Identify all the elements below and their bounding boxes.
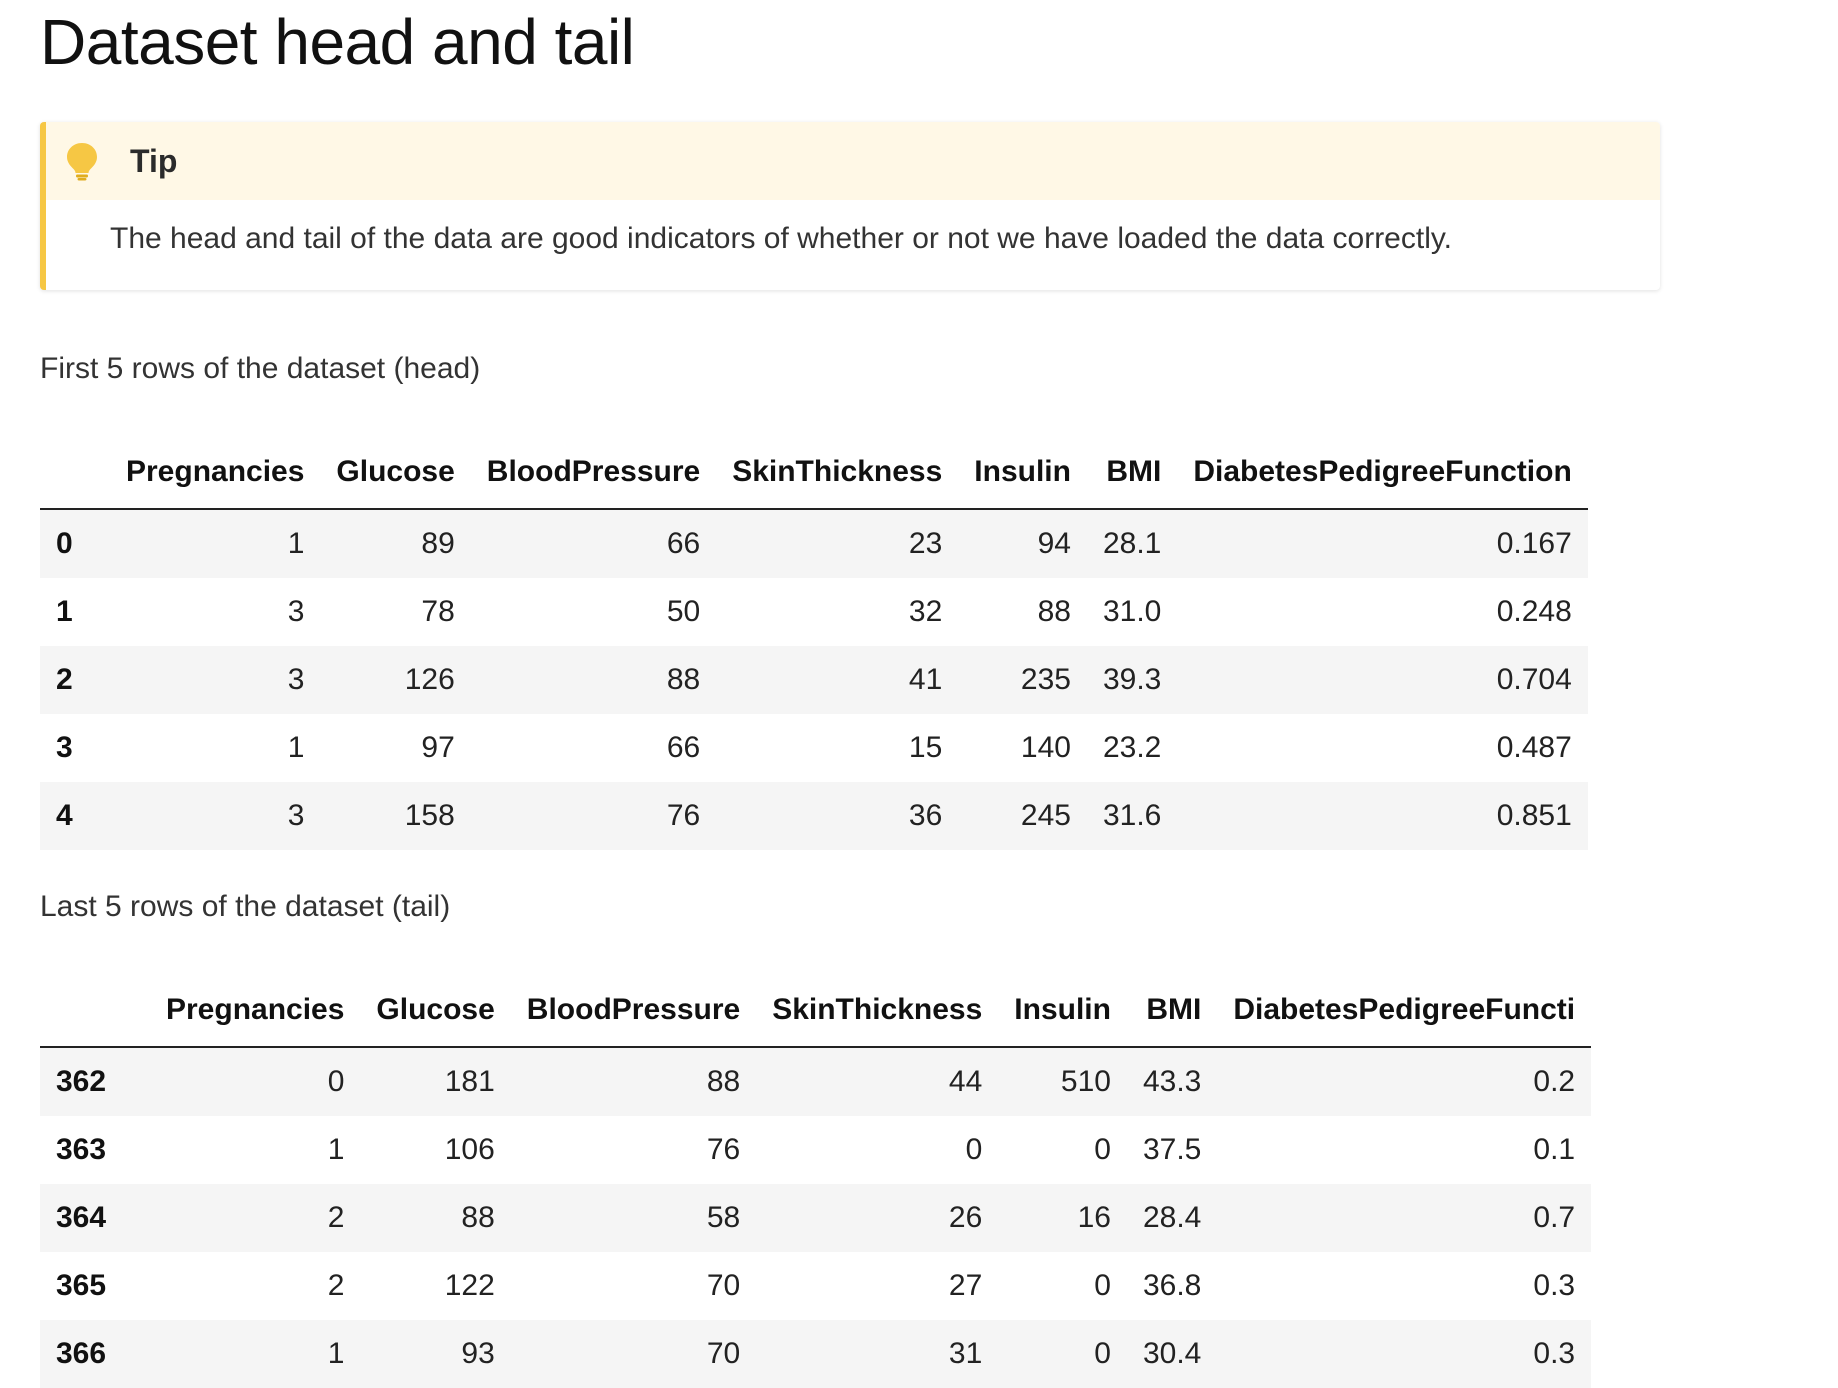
table-cell: 3 [287, 663, 305, 696]
table-cell: 76 [666, 799, 701, 832]
table-row [40, 782, 1588, 850]
table-cell: 23.2 [1102, 731, 1162, 764]
table-cell: 235 [1020, 663, 1071, 696]
table-cell: 0.248 [1496, 595, 1572, 628]
table-cell: 16 [1077, 1201, 1111, 1234]
table-cell: 39.3 [1102, 663, 1162, 696]
table-row [40, 1116, 1591, 1184]
table-cell: 78 [421, 595, 455, 628]
table-cell: 88 [706, 1065, 741, 1098]
tail-header-row [40, 974, 1591, 1047]
table-cell: 1 [327, 1133, 345, 1166]
page [40, 0, 1660, 1370]
column-header: BMI [1087, 436, 1177, 509]
column-header: Insulin [958, 436, 1087, 509]
table-cell: 30.4 [1142, 1337, 1202, 1370]
callout-title: Tip [130, 142, 178, 179]
table-cell: 31.6 [1102, 799, 1162, 832]
table-cell: 93 [461, 1337, 495, 1370]
table-cell: 0 [1094, 1337, 1111, 1370]
table-cell: 122 [444, 1269, 495, 1302]
lightbulb-icon [64, 141, 100, 181]
column-header: DiabetesPedigreeFuncti [1217, 974, 1591, 1047]
table-cell: 31.0 [1102, 595, 1162, 628]
head-table [40, 436, 1588, 850]
column-header: SkinThickness [716, 436, 958, 509]
row-index: 0 [56, 527, 73, 560]
tail-caption: Last 5 rows of the dataset (tail) [40, 890, 451, 923]
row-index: 366 [56, 1337, 107, 1370]
tip-callout [40, 122, 1660, 290]
index-header [40, 436, 110, 509]
column-header: DiabetesPedigreeFunction [1177, 436, 1587, 509]
table-cell: 32 [908, 595, 943, 628]
head-caption: First 5 rows of the dataset (head) [40, 352, 481, 385]
table-cell: 31 [948, 1337, 983, 1370]
table-cell: 2 [327, 1201, 345, 1234]
table-cell: 23 [908, 527, 943, 560]
table-cell: 28.1 [1102, 527, 1162, 560]
table-cell: 1 [327, 1337, 345, 1370]
table-cell: 0.851 [1496, 799, 1572, 832]
table-cell: 15 [908, 731, 943, 764]
table-cell: 88 [461, 1201, 495, 1234]
table-cell: 3 [287, 799, 305, 832]
table-cell: 0.167 [1496, 527, 1572, 560]
table-cell: 66 [666, 527, 701, 560]
column-header: Glucose [360, 974, 510, 1047]
row-index: 364 [56, 1201, 107, 1234]
table-cell: 44 [948, 1065, 983, 1098]
table-cell: 158 [404, 799, 455, 832]
table-cell: 181 [444, 1065, 495, 1098]
head-header-row [40, 436, 1588, 509]
index-header [40, 974, 150, 1047]
table-row [40, 509, 1588, 578]
row-index: 4 [56, 799, 73, 832]
row-index: 2 [56, 663, 73, 696]
row-index: 363 [56, 1133, 107, 1166]
row-index: 3 [56, 731, 73, 764]
column-header: Glucose [320, 436, 470, 509]
table-cell: 0.3 [1533, 1269, 1576, 1302]
table-cell: 36.8 [1142, 1269, 1202, 1302]
table-cell: 0.2 [1533, 1065, 1576, 1098]
callout-body: The head and tail of the data are good indicators of whether or not we have loaded the data correctly. [110, 222, 1452, 255]
column-header: BloodPressure [471, 436, 716, 509]
table-cell: 70 [706, 1269, 741, 1302]
table-cell: 0.1 [1533, 1133, 1576, 1166]
table-cell: 41 [908, 663, 943, 696]
column-header: Pregnancies [150, 974, 360, 1047]
table-row [40, 646, 1588, 714]
table-cell: 76 [706, 1133, 741, 1166]
table-cell: 36 [908, 799, 943, 832]
table-row [40, 1252, 1591, 1320]
table-cell: 58 [706, 1201, 741, 1234]
tail-table [40, 974, 1591, 1388]
page-title: Dataset head and tail [40, 6, 635, 78]
table-cell: 89 [421, 527, 455, 560]
table-cell: 0.7 [1533, 1201, 1576, 1234]
row-index: 1 [56, 595, 73, 628]
table-cell: 70 [706, 1337, 741, 1370]
table-cell: 94 [1037, 527, 1071, 560]
table-cell: 28.4 [1142, 1201, 1202, 1234]
column-header: BMI [1127, 974, 1217, 1047]
table-cell: 66 [666, 731, 701, 764]
table-cell: 88 [1037, 595, 1071, 628]
table-row [40, 714, 1588, 782]
table-cell: 37.5 [1142, 1133, 1202, 1166]
table-cell: 0 [1094, 1133, 1111, 1166]
table-cell: 2 [327, 1269, 345, 1302]
table-cell: 1 [287, 527, 305, 560]
table-cell: 126 [404, 663, 455, 696]
table-row [40, 1047, 1591, 1116]
table-cell: 0 [1094, 1269, 1111, 1302]
table-cell: 1 [287, 731, 305, 764]
row-index: 365 [56, 1269, 107, 1302]
table-cell: 97 [421, 731, 455, 764]
table-cell: 88 [666, 663, 701, 696]
column-header: Insulin [998, 974, 1127, 1047]
column-header: BloodPressure [511, 974, 756, 1047]
callout-header [46, 122, 1660, 200]
column-header: SkinThickness [756, 974, 998, 1047]
table-cell: 43.3 [1142, 1065, 1202, 1098]
tail-table-wrap[interactable] [40, 974, 1660, 1388]
table-cell: 26 [948, 1201, 983, 1234]
table-cell: 0.704 [1496, 663, 1572, 696]
table-cell: 0 [965, 1133, 983, 1166]
table-row [40, 1184, 1591, 1252]
table-cell: 3 [287, 595, 305, 628]
table-cell: 0.3 [1533, 1337, 1576, 1370]
table-cell: 50 [666, 595, 701, 628]
table-cell: 510 [1060, 1065, 1111, 1098]
table-cell: 0 [327, 1065, 345, 1098]
table-cell: 0.487 [1496, 731, 1572, 764]
column-header: Pregnancies [110, 436, 320, 509]
table-row [40, 1320, 1591, 1388]
table-cell: 27 [948, 1269, 983, 1302]
row-index: 362 [56, 1065, 107, 1098]
table-row [40, 578, 1588, 646]
head-table-wrap[interactable] [40, 436, 1660, 850]
table-cell: 106 [444, 1133, 495, 1166]
table-cell: 140 [1020, 731, 1071, 764]
table-cell: 245 [1020, 799, 1071, 832]
